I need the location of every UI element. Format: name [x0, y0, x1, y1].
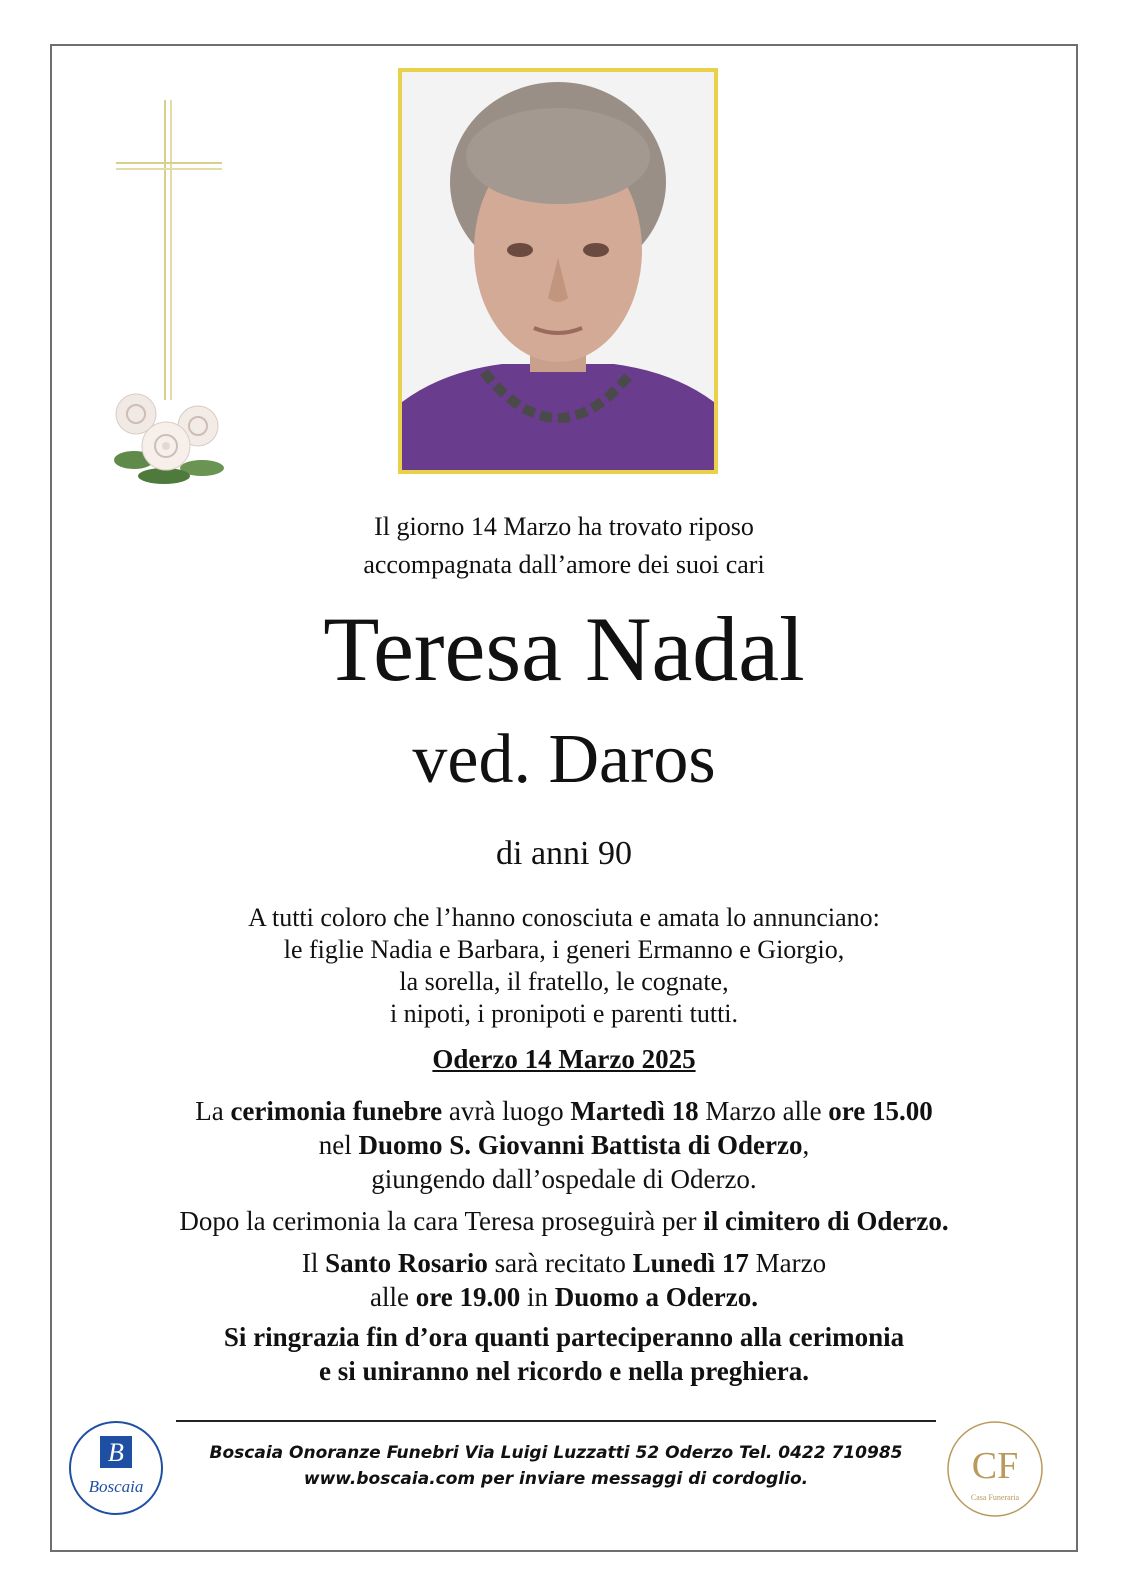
text-bold: Santo Rosario	[325, 1248, 488, 1278]
cross-icon	[100, 100, 230, 410]
ceremony-text	[0, 1094, 1128, 1196]
place-date: Oderzo 14 Marzo 2025	[432, 1044, 696, 1074]
ceremony-line-1	[0, 1094, 1128, 1128]
footer-line-1: Boscaia Onoranze Funebri Via Luigi Luzzatti 52 Oderzo Tel. 0422 710985	[209, 1443, 903, 1463]
boscaia-logo-text: Boscaia	[88, 1477, 144, 1496]
thanks-line-2: e si uniranno nel ricordo e nella preghiera.	[319, 1356, 809, 1386]
text-segment: Marzo	[748, 1248, 827, 1278]
text-bold: Lunedì 17	[632, 1248, 749, 1278]
footer-divider	[176, 1420, 936, 1422]
rosary-text	[0, 1246, 1128, 1314]
rosary-line-1	[0, 1246, 1128, 1280]
casa-funeraria-logo	[946, 1420, 1044, 1518]
intro-line-2: accompagnata dall’amore dei suoi cari	[363, 550, 765, 579]
deceased-name: Teresa Nadal	[323, 598, 805, 700]
text-segment: nel	[318, 1130, 359, 1160]
portrait-image	[402, 72, 714, 470]
text-segment: sarà recitato	[487, 1248, 633, 1278]
married-name: ved. Daros	[412, 721, 716, 798]
ceremony-line-3: giungendo dall’ospedale di Oderzo.	[371, 1164, 757, 1194]
family-line-1: A tutti coloro che l’hanno conosciuta e amata lo annunciano:	[248, 903, 880, 932]
text-segment: avrà luogo	[442, 1096, 571, 1126]
family-line-4: i nipoti, i pronipoti e parenti tutti.	[389, 999, 739, 1028]
ceremony-line-2	[0, 1128, 1128, 1162]
text-bold: Martedì 18	[570, 1096, 699, 1126]
boscaia-logo	[68, 1420, 164, 1516]
boscaia-logo-initial: B	[108, 1438, 124, 1467]
text-bold: ore 19.00	[415, 1282, 521, 1312]
text-bold: Duomo S. Giovanni Battista di Oderzo	[358, 1130, 803, 1160]
intro-text	[0, 508, 1128, 584]
intro-line-1: Il giorno 14 Marzo ha trovato riposo	[374, 512, 754, 541]
text-bold: cerimonia funebre	[230, 1096, 443, 1126]
text-segment: ,	[802, 1130, 810, 1160]
casa-funeraria-logo-text: Casa Funeraria	[970, 1493, 1020, 1502]
casa-funeraria-logo-initials: CF	[971, 1445, 1019, 1487]
text-segment: Marzo alle	[698, 1096, 829, 1126]
thanks-line-1: Si ringrazia fin d’ora quanti parteciperanno alla cerimonia	[223, 1322, 905, 1352]
age-text: di anni 90	[496, 835, 632, 872]
text-segment: in	[520, 1282, 555, 1312]
text-bold: Duomo a Oderzo.	[554, 1282, 758, 1312]
thanks-text	[0, 1320, 1128, 1388]
text-segment: Il	[301, 1248, 326, 1278]
text-segment: alle	[370, 1282, 416, 1312]
portrait-photo	[398, 68, 718, 474]
text-bold: ore 15.00	[828, 1096, 933, 1126]
footer-line-2[interactable]: www.boscaia.com per inviare messaggi di cordoglio.	[303, 1469, 809, 1489]
text-segment: La	[195, 1096, 231, 1126]
rosary-line-2	[0, 1280, 1128, 1314]
roses-icon	[104, 388, 230, 488]
text-segment: Dopo la cerimonia la cara Teresa proseguirà per	[179, 1206, 704, 1236]
footer-text	[176, 1440, 936, 1492]
family-line-2: le figlie Nadia e Barbara, i generi Ermanno e Giorgio,	[283, 935, 845, 964]
text-bold: il cimitero di Oderzo.	[703, 1206, 949, 1236]
family-announcement	[0, 902, 1128, 1030]
after-ceremony-text	[0, 1204, 1128, 1238]
family-line-3: la sorella, il fratello, le cognate,	[399, 967, 729, 996]
